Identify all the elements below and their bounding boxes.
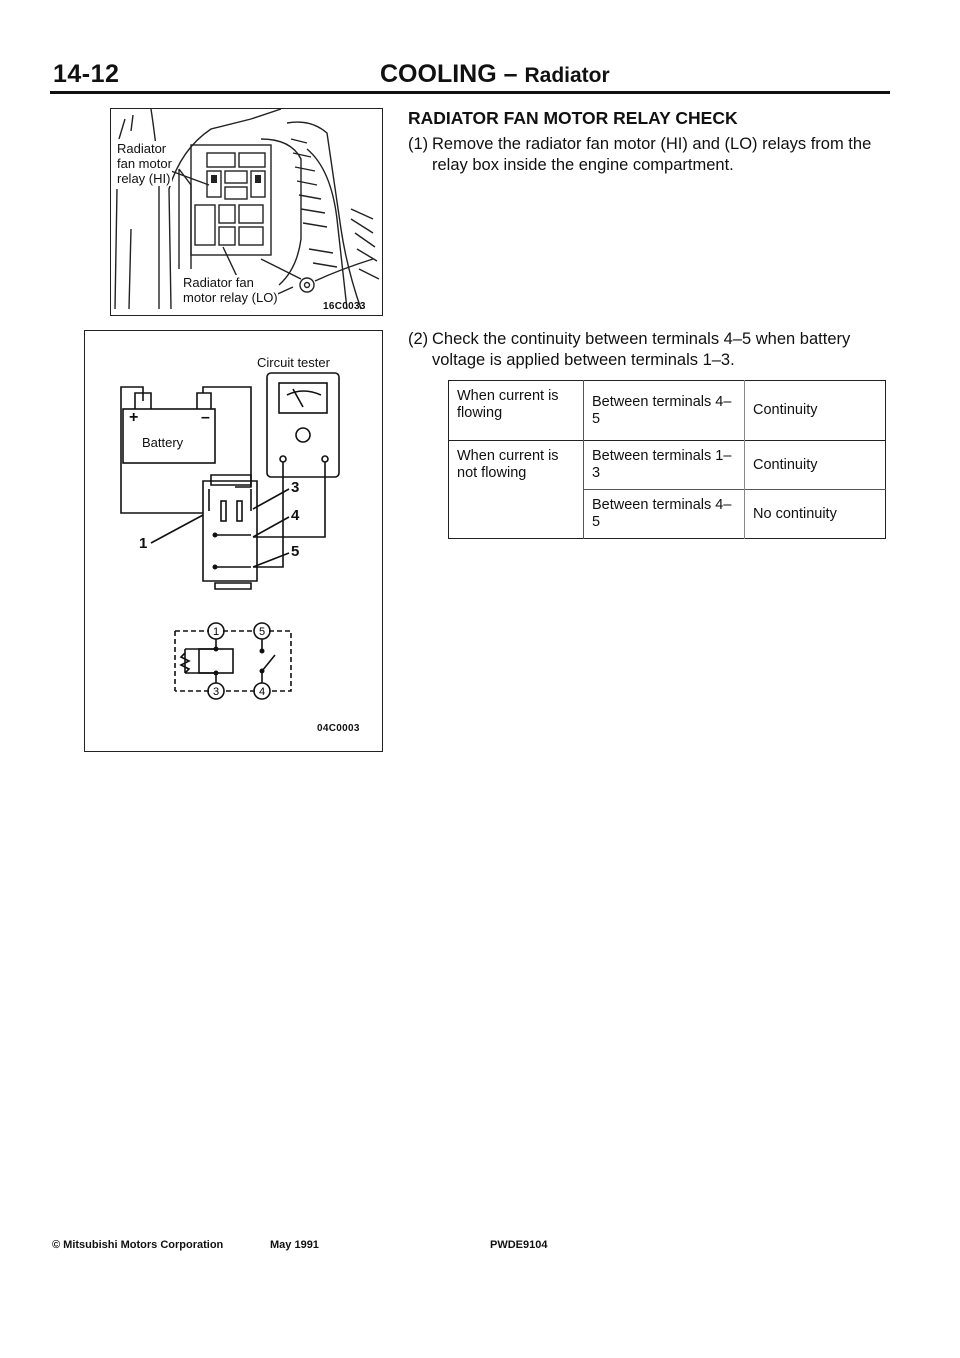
table-row: [449, 441, 886, 490]
battery-plus: +: [129, 409, 139, 426]
footer-copyright: © Mitsubishi Motors Corporation: [52, 1239, 224, 1251]
symbol-terminal-4: 4: [258, 686, 266, 698]
table-cell-condition: When current is not flowing: [449, 441, 584, 539]
step-title: RADIATOR FAN MOTOR RELAY CHECK: [408, 108, 738, 128]
section-dash: –: [503, 60, 518, 88]
table-cell-terminals: Between terminals 4–5: [584, 381, 745, 441]
footer-date: May 1991: [270, 1239, 319, 1251]
section-name: COOLING: [380, 60, 497, 88]
symbol-terminal-3: 3: [212, 686, 220, 698]
terminal-label-1: 1: [139, 535, 148, 552]
table-cell-condition: When current is flowing: [457, 388, 559, 421]
figure-code: 16C0033: [323, 301, 366, 312]
step-2-number: (2): [408, 330, 429, 348]
table-row: [449, 381, 886, 441]
battery-label: Battery: [142, 435, 184, 450]
table-cell-result: Continuity: [745, 441, 886, 490]
battery-minus: –: [201, 409, 210, 426]
figure-code: 04C0003: [317, 723, 360, 734]
footer-code: PWDE9104: [490, 1239, 548, 1251]
terminal-label-3: 3: [291, 479, 300, 496]
table-cell-terminals: Between terminals 1–3: [584, 441, 745, 490]
header-rule: [50, 91, 890, 94]
circuit-test-diagram: [85, 331, 382, 751]
step-2-text: Check the continuity between terminals 4–5 when battery voltage is applied between terminals 1–3.: [432, 330, 851, 369]
tester-symbol: [267, 373, 339, 477]
table-cell-result: No continuity: [745, 490, 886, 539]
step-1: [408, 134, 888, 176]
page-number: 14-12: [53, 60, 120, 88]
circuit-test-figure: [84, 330, 383, 752]
symbol-terminal-5: 5: [258, 626, 266, 638]
symbol-terminal-1: 1: [212, 626, 220, 638]
continuity-table: [448, 380, 886, 539]
terminal-label-4: 4: [291, 507, 300, 524]
step-1-text: Remove the radiator fan motor (HI) and (LO) relays from the relay box inside the engine compartment.: [432, 135, 872, 174]
relay-lo-label: Radiator fan motor relay (LO): [183, 275, 278, 305]
table-cell-result: Continuity: [753, 402, 818, 418]
relay-location-figure: [110, 108, 383, 316]
subsection-name: Radiator: [524, 64, 610, 87]
step-1-number: (1): [408, 135, 429, 153]
table-cell-terminals: Between terminals 4–5: [584, 490, 745, 539]
step-2: [408, 329, 888, 371]
relay-hi-label: Radiator fan motor relay (HI): [117, 141, 172, 186]
section-title: [380, 60, 610, 89]
tester-label: Circuit tester: [257, 355, 330, 370]
terminal-label-5: 5: [291, 543, 300, 560]
